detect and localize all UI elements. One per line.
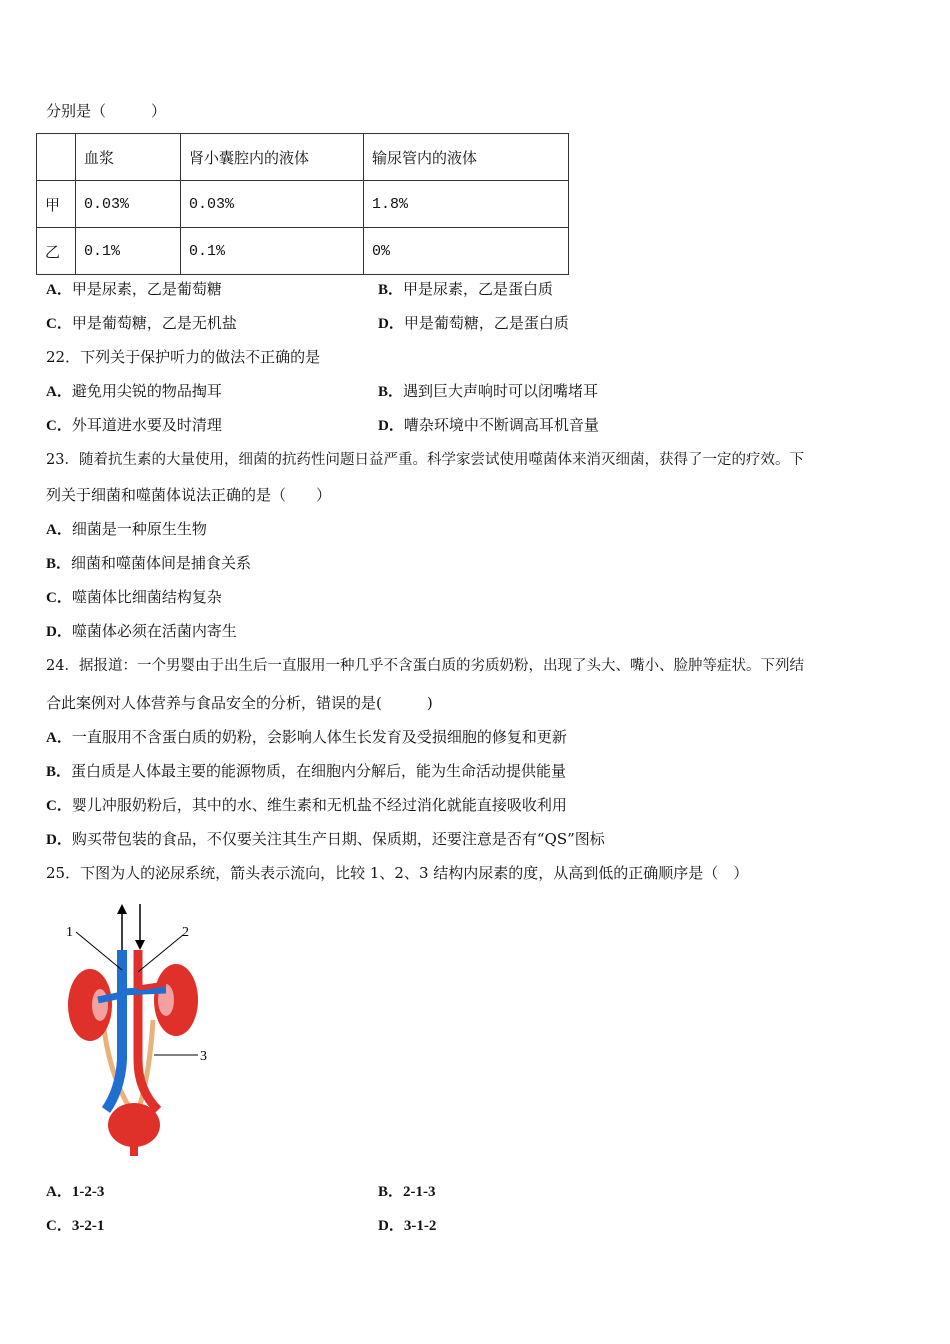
question-25-stem: 25．下图为人的泌尿系统，箭头表示流向，比较 1、2、3 结构内尿素的度，从高到低的正确顺序是（ ） bbox=[46, 864, 749, 882]
urethra bbox=[130, 1144, 138, 1156]
option-d[interactable] bbox=[46, 620, 237, 643]
urinary-system-figure bbox=[58, 900, 218, 1160]
question-24-stem-cont: 合此案例对人体营养与食品安全的分析，错误的是( ) bbox=[46, 694, 433, 712]
option-text: 细菌是一种原生生物 bbox=[71, 520, 207, 538]
option-c[interactable] bbox=[46, 312, 237, 335]
option-text: 避免用尖锐的物品掏耳 bbox=[71, 382, 222, 400]
vena-cava bbox=[106, 950, 122, 1110]
table-row bbox=[37, 181, 569, 228]
question-intro: 分别是（ ） bbox=[46, 102, 167, 120]
option-label: B． bbox=[378, 282, 404, 298]
option-label: A． bbox=[46, 1184, 72, 1200]
option-a[interactable] bbox=[46, 518, 207, 541]
option-c[interactable] bbox=[46, 794, 567, 817]
question-22-stem: 22．下列关于保护听力的做法不正确的是 bbox=[46, 348, 321, 366]
table-cell: 甲 bbox=[37, 181, 76, 228]
table-cell: 乙 bbox=[37, 228, 76, 275]
option-text: 甲是尿素，乙是葡萄糖 bbox=[71, 280, 222, 298]
option-text: 噬菌体比细菌结构复杂 bbox=[71, 588, 222, 606]
table-cell: 0.03% bbox=[76, 181, 181, 228]
table-cell: 0.1% bbox=[181, 228, 364, 275]
table-cell bbox=[37, 134, 76, 181]
renal-vein-right bbox=[122, 990, 166, 992]
option-label: C． bbox=[46, 418, 72, 434]
option-a[interactable] bbox=[46, 380, 222, 403]
table-header-row bbox=[37, 134, 569, 181]
option-text: 婴儿冲服奶粉后，其中的水、维生素和无机盐不经过消化就能直接吸收利用 bbox=[71, 796, 567, 814]
table-cell: 0.03% bbox=[181, 181, 364, 228]
option-text: 购买带包装的食品，不仅要关注其生产日期、保质期，还要注意是否有“QS”图标 bbox=[71, 830, 605, 848]
option-c[interactable] bbox=[46, 586, 222, 609]
down-arrow-head bbox=[135, 940, 145, 950]
data-table bbox=[36, 133, 569, 275]
option-label: D． bbox=[46, 624, 72, 640]
option-text: 蛋白质是人体最主要的能源物质，在细胞内分解后，能为生命活动提供能量 bbox=[71, 762, 567, 780]
option-b[interactable] bbox=[378, 380, 598, 403]
option-label: A． bbox=[46, 384, 72, 400]
option-label: C． bbox=[46, 1218, 72, 1234]
option-text: 3-2-1 bbox=[71, 1218, 105, 1234]
option-text: 细菌和噬菌体间是捕食关系 bbox=[71, 554, 252, 572]
option-a[interactable] bbox=[46, 726, 567, 749]
figure-label-1: 1 bbox=[66, 925, 73, 940]
option-text: 外耳道进水要及时清理 bbox=[71, 416, 222, 434]
option-b[interactable] bbox=[46, 552, 251, 575]
table-cell: 血浆 bbox=[76, 134, 181, 181]
table-cell: 肾小囊腔内的液体 bbox=[181, 134, 364, 181]
option-d[interactable] bbox=[46, 828, 605, 851]
renal-vein-left bbox=[98, 995, 122, 1000]
option-label: C． bbox=[46, 316, 72, 332]
option-label: D． bbox=[378, 316, 404, 332]
option-label: A． bbox=[46, 730, 72, 746]
option-label: C． bbox=[46, 798, 72, 814]
question-23-stem-cont: 列关于细菌和噬菌体说法正确的是（ ） bbox=[46, 486, 332, 504]
option-label: A． bbox=[46, 522, 72, 538]
option-d[interactable] bbox=[378, 312, 569, 335]
table-cell: 0.1% bbox=[76, 228, 181, 275]
option-a[interactable] bbox=[46, 278, 222, 301]
table-cell: 输尿管内的液体 bbox=[364, 134, 569, 181]
option-text: 3-1-2 bbox=[403, 1218, 437, 1234]
option-label: D． bbox=[46, 832, 72, 848]
option-d[interactable] bbox=[378, 414, 599, 437]
option-label: C． bbox=[46, 590, 72, 606]
option-label: D． bbox=[378, 1218, 404, 1234]
table-row bbox=[37, 228, 569, 275]
option-c[interactable] bbox=[46, 414, 222, 437]
option-text: 2-1-3 bbox=[403, 1184, 436, 1200]
table-cell: 1.8% bbox=[364, 181, 569, 228]
option-b[interactable] bbox=[46, 760, 566, 783]
bladder bbox=[108, 1103, 160, 1147]
option-b[interactable] bbox=[378, 278, 553, 301]
option-label: B． bbox=[378, 384, 404, 400]
option-label: B． bbox=[378, 1184, 404, 1200]
option-text: 一直服用不含蛋白质的奶粉，会影响人体生长发育及受损细胞的修复和更新 bbox=[71, 728, 567, 746]
up-arrow-head bbox=[117, 904, 127, 914]
left-renal-pelvis bbox=[92, 989, 108, 1021]
option-label: D． bbox=[378, 418, 404, 434]
question-24-stem: 24．据报道：一个男婴由于出生后一直服用一种几乎不含蛋白质的劣质奶粉，出现了头大、嘴小、脸肿等症状。下列结 bbox=[46, 658, 804, 674]
option-text: 甲是葡萄糖，乙是无机盐 bbox=[71, 314, 237, 332]
option-a[interactable] bbox=[46, 1180, 104, 1203]
option-text: 噬菌体必须在活菌内寄生 bbox=[71, 622, 237, 640]
option-c[interactable] bbox=[46, 1214, 104, 1237]
figure-label-2: 2 bbox=[182, 925, 189, 940]
option-label: B． bbox=[46, 556, 72, 572]
figure-label-3: 3 bbox=[200, 1049, 207, 1064]
option-label: B． bbox=[46, 764, 72, 780]
option-text: 1-2-3 bbox=[71, 1184, 105, 1200]
question-23-stem: 23．随着抗生素的大量使用，细菌的抗药性问题日益严重。科学家尝试使用噬菌体来消灭细菌，获得了一定的疗效。下 bbox=[46, 452, 804, 468]
table-cell: 0% bbox=[364, 228, 569, 275]
leader-line-1 bbox=[76, 932, 122, 970]
option-text: 嘈杂环境中不断调高耳机音量 bbox=[403, 416, 599, 434]
aorta bbox=[138, 950, 158, 1110]
option-text: 甲是尿素，乙是蛋白质 bbox=[403, 280, 554, 298]
option-text: 遇到巨大声响时可以闭嘴堵耳 bbox=[403, 382, 599, 400]
option-label: A． bbox=[46, 282, 72, 298]
option-text: 甲是葡萄糖，乙是蛋白质 bbox=[403, 314, 569, 332]
option-d[interactable] bbox=[378, 1214, 436, 1237]
option-b[interactable] bbox=[378, 1180, 436, 1203]
